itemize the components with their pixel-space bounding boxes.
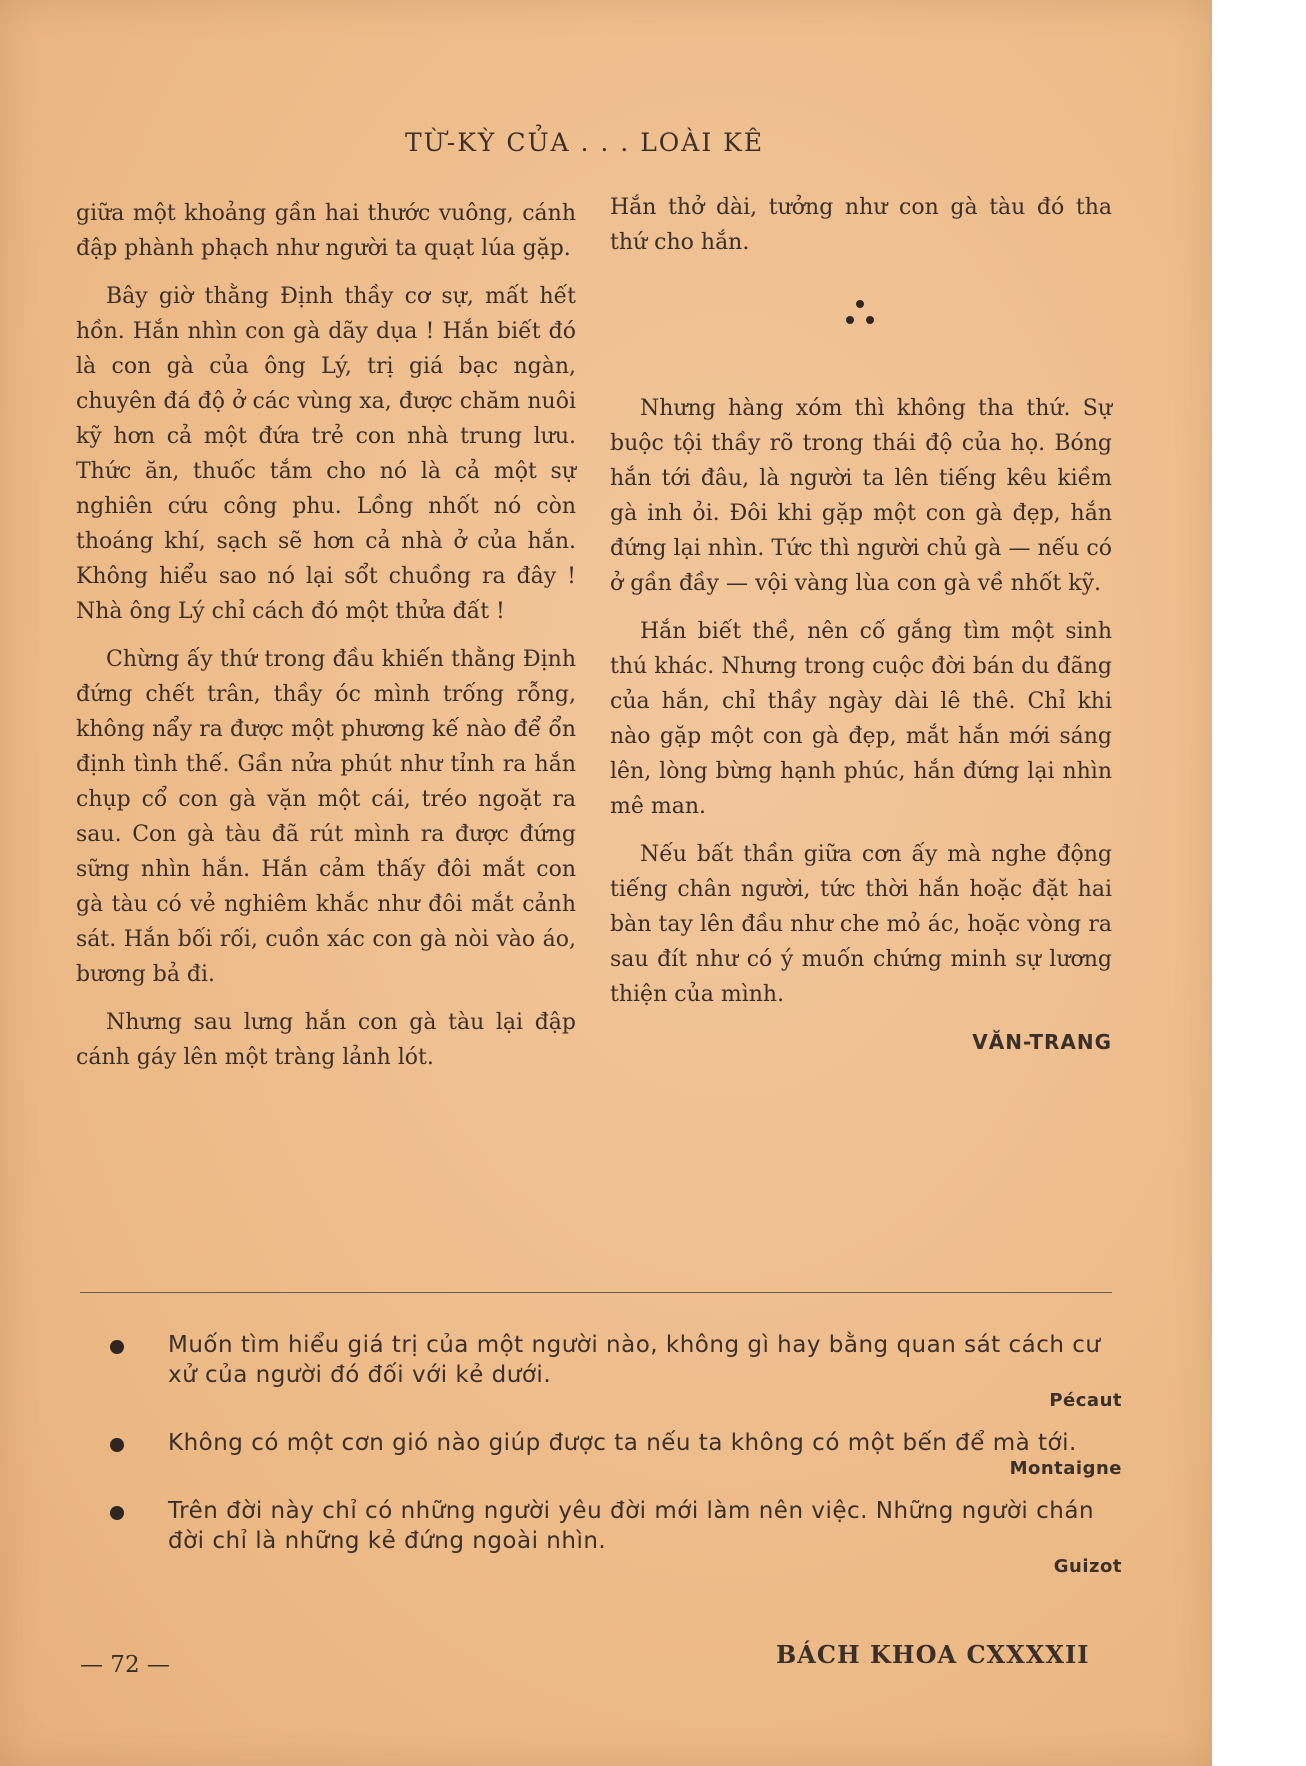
quote-item <box>110 1330 1122 1420</box>
quote-item <box>110 1428 1122 1488</box>
paragraph: Nếu bất thần giữa cơn ấy mà nghe động tiếng chân người, tức thời hắn hoặc đặt hai bàn tay lên đầu như che mỏ ác, hoặc vòng ra sau đít như có ý muốn chứng minh sự lương thiện của mình. <box>610 842 1112 1007</box>
quote-author: Pécaut <box>1049 1390 1122 1411</box>
left-text-column <box>76 196 576 1088</box>
author-signature: VĂN-TRANG <box>972 1030 1112 1054</box>
quote-text: Trên đời này chỉ có những người yêu đời mới làm nên việc. Những người chán đời chỉ là những kẻ đứng ngoài nhìn. <box>168 1498 1095 1554</box>
quote-author: Montaigne <box>1009 1458 1122 1479</box>
bullet-icon <box>110 1340 124 1354</box>
section-break-spacer <box>610 273 1112 391</box>
quote-item <box>110 1496 1122 1586</box>
paragraph: giữa một khoảng gần hai thước vuông, cánh đập phành phạch như người ta quạt lúa gặp. <box>76 201 576 261</box>
paragraph: Nhưng hàng xóm thì không tha thứ. Sự buộc tội thầy rõ trong thái độ của họ. Bóng hắn tới đâu, là người ta lên tiếng kêu kiềm gà inh ỏi. Đôi khi gặp một con gà đẹp, hắn đứng lại nhìn. Tức thì người chủ gà — nếu có ở gần đầy — vội vàng lùa con gà về nhốt kỹ. <box>610 396 1112 596</box>
page-header-title: TỪ-KỲ CỦA . . . LOÀI KÊ <box>405 128 765 157</box>
quote-text: Không có một cơn gió nào giúp được ta nếu ta không có một bến để mà tới. <box>168 1430 1077 1456</box>
quote-text: Muốn tìm hiểu giá trị của một người nào, không gì hay bằng quan sát cách cư xử của người đó đối với kẻ dưới. <box>168 1332 1101 1388</box>
asterism-icon <box>835 296 885 332</box>
paragraph: Chừng ấy thứ trong đầu khiến thằng Định đứng chết trân, thầy óc mình trống rỗng, không nẩy ra được một phương kế nào để ổn định tình thế. Gần nửa phút như tỉnh ra hắn chụp cổ con gà vặn một cái, tréo ngoặt ra sau. Con gà tàu đã rút mình ra được đứng sững nhìn hắn. Hắn cảm thấy đôi mắt con gà tàu có vẻ nghiêm khắc như đôi mắt cảnh sát. Hắn bối rối, cuồn xác con gà nòi vào áo, bương bả đi. <box>76 647 576 987</box>
magazine-name: BÁCH KHOA CXXXXII <box>776 1640 1090 1669</box>
quotes-section <box>110 1330 1122 1594</box>
author-signature-row <box>610 1025 1112 1061</box>
paragraph: Hắn thở dài, tưởng như con gà tàu đó tha thứ cho hắn. <box>610 195 1112 255</box>
paragraph: Bây giờ thằng Định thầy cơ sự, mất hết hồn. Hắn nhìn con gà dãy dụa ! Hắn biết đó là con gà của ông Lý, trị giá bạc ngàn, chuyên đá độ ở các vùng xa, được chăm nuôi kỹ hơn cả một đứa trẻ con nhà trung lưu. Thức ăn, thuốc tắm cho nó là cả một sự nghiên cứu công phu. Lồng nhốt nó còn thoáng khí, sạch sẽ hơn cả nhà ở của hắn. Không hiểu sao nó lại sổt chuồng ra đây ! Nhà ông Lý chỉ cách đó một thửa đất ! <box>76 284 576 624</box>
section-divider <box>80 1292 1112 1293</box>
page-number: — 72 — <box>80 1652 170 1678</box>
quote-author: Guizot <box>1053 1556 1122 1577</box>
bullet-icon <box>110 1438 124 1452</box>
paragraph: Hắn biết thề, nên cố gắng tìm một sinh thú khác. Nhưng trong cuộc đời bán du đãng của hắn, chỉ thầy ngày dài lê thê. Chỉ khi nào gặp một con gà đẹp, mắt hắn mới sáng lên, lòng bừng hạnh phúc, hắn đứng lại nhìn mê man. <box>610 619 1112 819</box>
paragraph: Nhưng sau lưng hắn con gà tàu lại đập cánh gáy lên một tràng lảnh lót. <box>76 1010 576 1070</box>
bullet-icon <box>110 1506 124 1520</box>
